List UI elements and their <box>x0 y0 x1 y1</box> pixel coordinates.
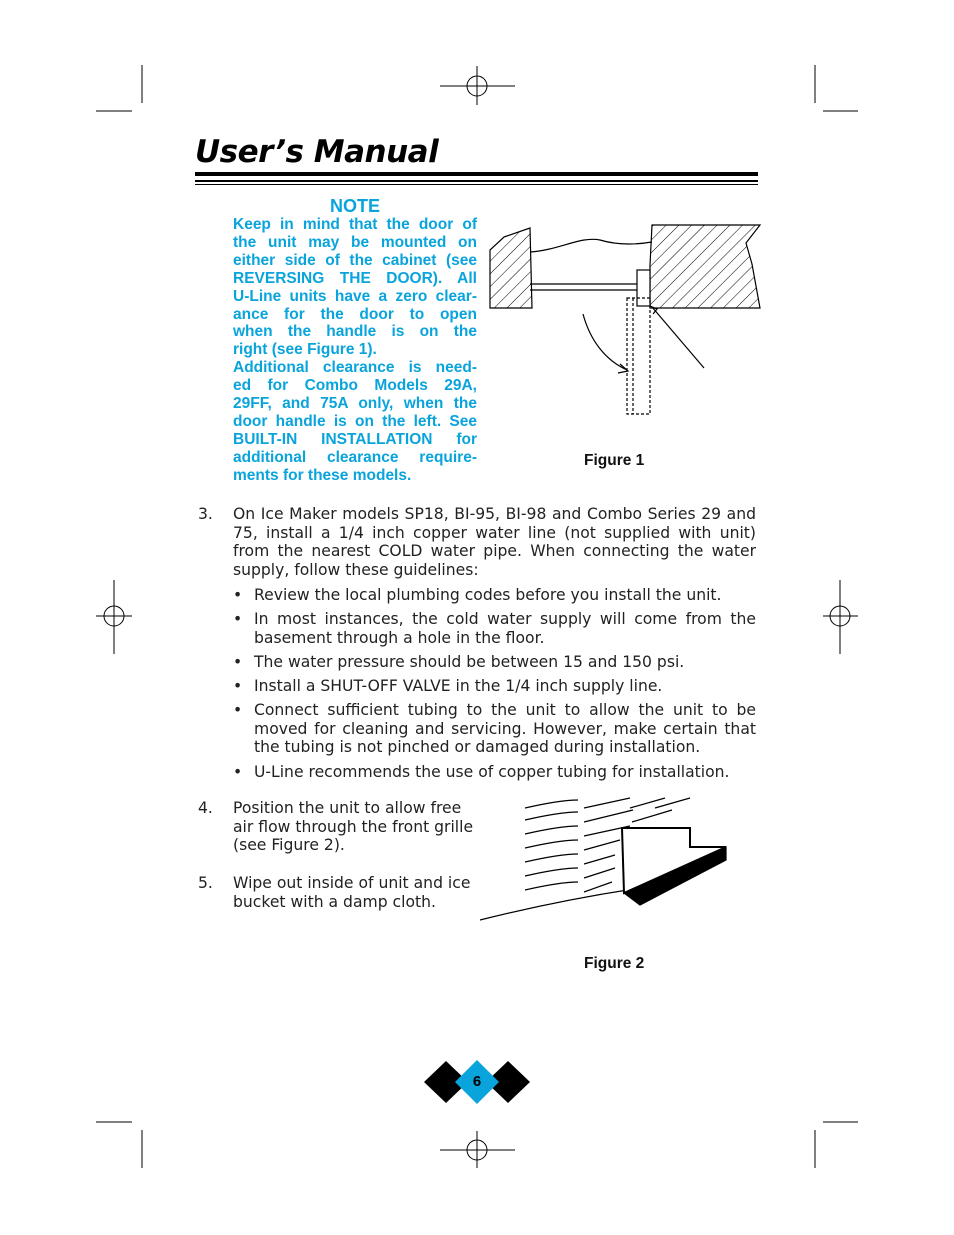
note-line: right (see Figure 1). <box>233 341 377 359</box>
figure-1-drawing <box>490 225 760 414</box>
note-line: when the handle is on the <box>233 323 477 341</box>
bullet-marker: • <box>233 701 243 719</box>
bullet-item: U-Line recommends the use of copper tubing for installation. <box>254 763 730 781</box>
bullet-item: Review the local plumbing codes before you install the unit. <box>254 586 722 604</box>
note-line: additional clearance require- <box>233 448 477 466</box>
step-4-number: 4. <box>198 799 213 817</box>
bullet-item: Connect sufficient tubing to the unit to allow the unit to be moved for cleaning and servicing. However, make certain that the tubing is not pinched or damaged during installation. <box>254 701 756 756</box>
step-5-text <box>233 874 477 911</box>
step-4-line: (see Figure 2). <box>233 836 345 854</box>
bullet-item: The water pressure should be between 15 and 150 psi. <box>254 653 685 671</box>
note-body <box>233 216 477 485</box>
page-title: User’s Manual <box>195 134 439 170</box>
note-line: either side of the cabinet (see <box>233 251 477 269</box>
note-line: REVERSING THE DOOR). All <box>233 269 477 287</box>
bullet-marker: • <box>233 653 243 671</box>
figure-2-drawing <box>480 798 726 920</box>
note-line: door handle is on the left. See <box>233 412 477 430</box>
step-4-line: air flow through the front grille <box>233 817 474 836</box>
note-line: 29FF, and 75A only, when the <box>233 395 477 413</box>
bullet-marker: • <box>233 586 243 604</box>
note-line: Additional clearance is need- <box>233 359 477 377</box>
step-4-line: Position the unit to allow free <box>233 799 462 817</box>
page-number: 6 <box>472 1073 482 1090</box>
note-line: ance for the door to open <box>233 305 477 323</box>
step-5-line: bucket with a damp cloth. <box>233 892 436 911</box>
step-4-text <box>233 799 477 855</box>
bullet-marker: • <box>233 763 243 781</box>
bullet-marker: • <box>233 610 243 628</box>
note-line: Keep in mind that the door of <box>233 216 477 233</box>
bullet-item: In most instances, the cold water supply will come from the basement through a hole in the floor. <box>254 610 756 647</box>
step-5-number: 5. <box>198 874 213 892</box>
header-rule-mid <box>195 180 758 182</box>
step-3-number: 3. <box>198 505 213 523</box>
figure-2-caption: Figure 2 <box>584 955 645 972</box>
figure-1-caption: Figure 1 <box>584 452 645 469</box>
header-rule-thin <box>195 184 758 185</box>
note-line: the unit may be mounted on <box>233 233 477 251</box>
bullet-item: Install a SHUT-OFF VALVE in the 1/4 inch supply line. <box>254 677 663 695</box>
note-line: BUILT-IN INSTALLATION for <box>233 430 477 448</box>
step-5-line: Wipe out inside of unit and ice <box>233 874 471 892</box>
step-3-text: On Ice Maker models SP18, BI-95, BI-98 and Combo Series 29 and 75, install a 1/4 inch copper water line (not supplied with unit) from the nearest COLD water pipe. When connecting the water supply, follow these guidelines: <box>233 505 756 579</box>
note-heading: NOTE <box>329 196 380 216</box>
note-line: U-Line units have a zero clear- <box>233 287 477 305</box>
note-line: ed for Combo Models 29A, <box>233 377 477 395</box>
bullet-marker: • <box>233 677 243 695</box>
note-line: ments for these models. <box>233 466 412 484</box>
header-rule-thick <box>195 172 758 176</box>
